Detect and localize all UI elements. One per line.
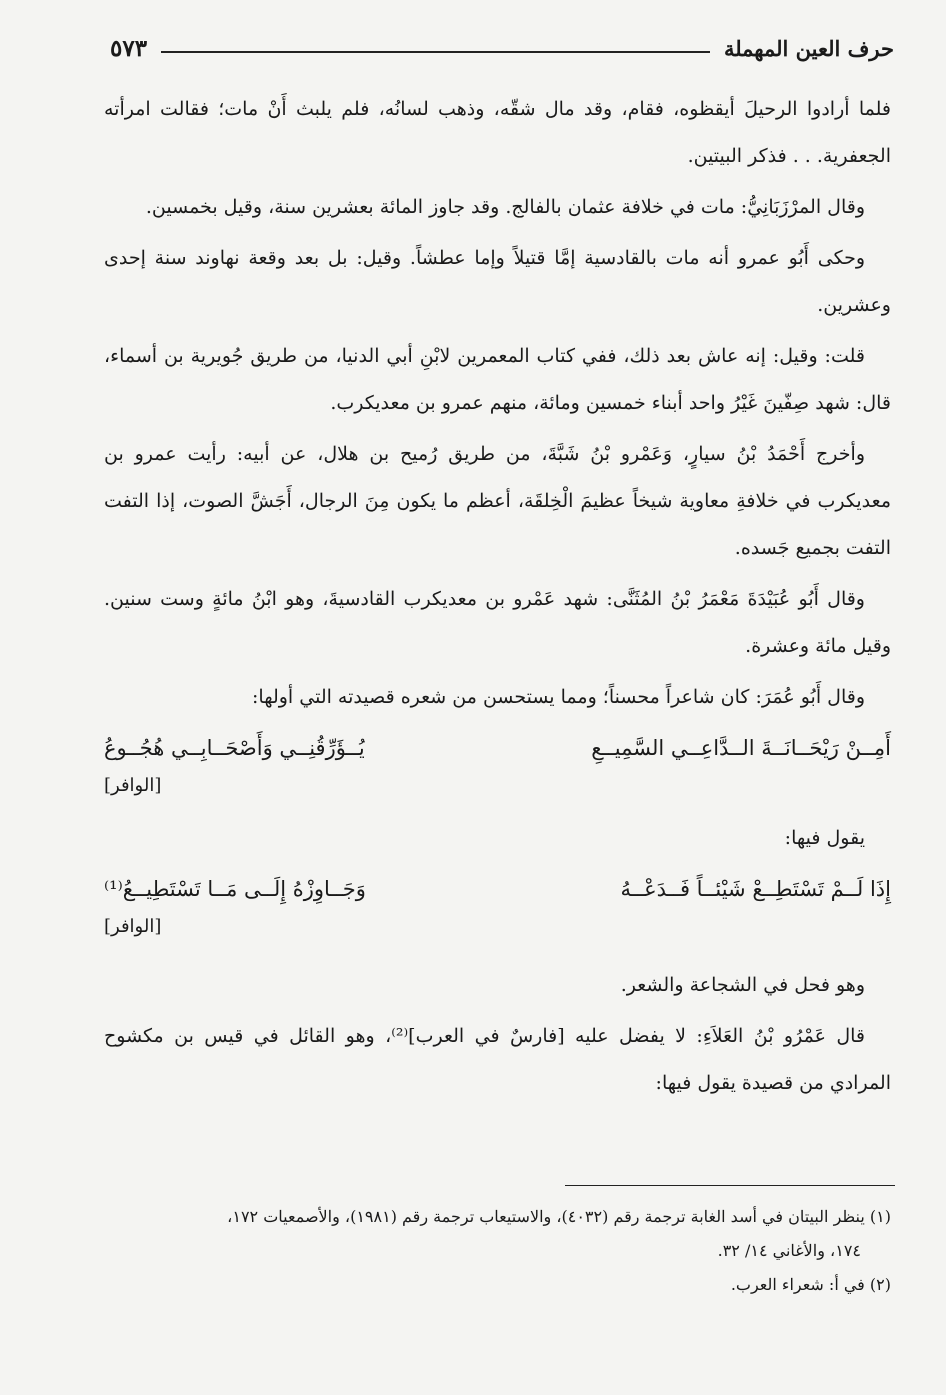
footnote: (٢) في أ: شعراء العرب. [730, 1275, 891, 1294]
footnote: (١) ينظر البيتان في أسد الغابة ترجمة رقم (٤٠٣٢)، والاستيعاب ترجمة رقم (١٩٨١)، والأصمعيات ١٧٢، [227, 1207, 891, 1226]
verse-first-hemistich: إِذَا لَــمْ تَسْتَطِــعْ شَيْئــاً فَــدَعْــهُ [620, 877, 891, 901]
paragraph: وحكى أَبُو عمرو أنه مات بالقادسية إمَّا قتيلاً وإما عطشاً. وقيل: بل بعد وقعة نهاوند سنة إحدى وعشرين. [104, 247, 891, 316]
footnote-separator [565, 1185, 895, 1186]
paragraph: وقال أَبُو عُبَيْدَةَ مَعْمَرُ بْنُ المُثَنَّى: شهد عَمْرو بن معديكرب القادسيةَ، وهو ابْنُ مائةٍ وست سنين. وقيل مائة وعشرة. [104, 588, 891, 657]
meter-label: [الوافر] [104, 916, 162, 937]
verse-second-hemistich: يُــؤَرِّقُنِــي وَأَصْحَــابِــي هُجُــوعُ [104, 736, 365, 760]
paragraph: يقول فيها: [784, 827, 865, 849]
verse-line [104, 725, 891, 771]
chapter-title: حرف العين المهملة [723, 35, 894, 61]
paragraph: فلما أرادوا الرحيلَ أيقظوه، فقام، وقد مال شقّه، وذهب لسانُه، فلم يلبث أَنْ مات؛ فقالت امرأته الجعفرية. . . فذكر البيتين. [104, 98, 891, 167]
verse-first-hemistich: أَمِــنْ رَيْحَــانَــةَ الــدَّاعِــي السَّمِيــعِ [591, 736, 891, 760]
verse-second-hemistich: وَجَــاوِزْهُ إِلَــى مَــا تَسْتَطِيــعُ⁽¹⁾ [104, 877, 366, 901]
footnotes [104, 1200, 891, 1302]
paragraph: قال عَمْرُو بْنُ العَلاَءِ: لا يفضل عليه [فارسٌ في العرب]⁽²⁾، وهو القائل في قيس بن مكشوح المرادي من قصيدة يقول فيها: [104, 1025, 891, 1094]
paragraph: وهو فحل في الشجاعة والشعر. [620, 974, 865, 996]
running-header [110, 28, 894, 68]
verse-line [104, 866, 891, 912]
paragraph: وقال أَبُو عُمَرَ: كان شاعراً محسناً؛ ومما يستحسن من شعره قصيدته التي أولها: [252, 686, 865, 708]
paragraph: قلت: وقيل: إنه عاش بعد ذلك، ففي كتاب المعمرين لابْنِ أبي الدنيا، من طريق جُويرية بن أسماء، قال: شهد صِفّينَ غَيْرُ واحد أبناء خمسين ومائة، منهم عمرو بن معديكرب. [104, 345, 891, 414]
main-text [104, 86, 891, 1111]
footnote-continuation: ١٧٤، والأغاني ١٤/ ٣٢. [717, 1241, 861, 1260]
paragraph: وقال المرْزَبَانِيُّ: مات في خلافة عثمان بالفالج. وقد جاوز المائة بعشرين سنة، وقيل بخمسين. [145, 196, 865, 218]
meter-label: [الوافر] [104, 775, 162, 796]
paragraph: وأخرج أَحْمَدُ بْنُ سيارٍ، وَعَمْرو بْنُ شَبَّةَ، من طريق رُميح بن هلال، عن أبيه: رأيت عمرو بن معديكرب في خلافةِ معاوية شيخاً عظيمَ الْخِلقَة، أعظم ما يكون مِنَ الرجال، أَجَشَّ الصوت، إذا التفت التفت بجميع جَسده. [104, 443, 891, 559]
header-rule [161, 51, 710, 53]
page-number: ٥٧٣ [110, 34, 148, 62]
